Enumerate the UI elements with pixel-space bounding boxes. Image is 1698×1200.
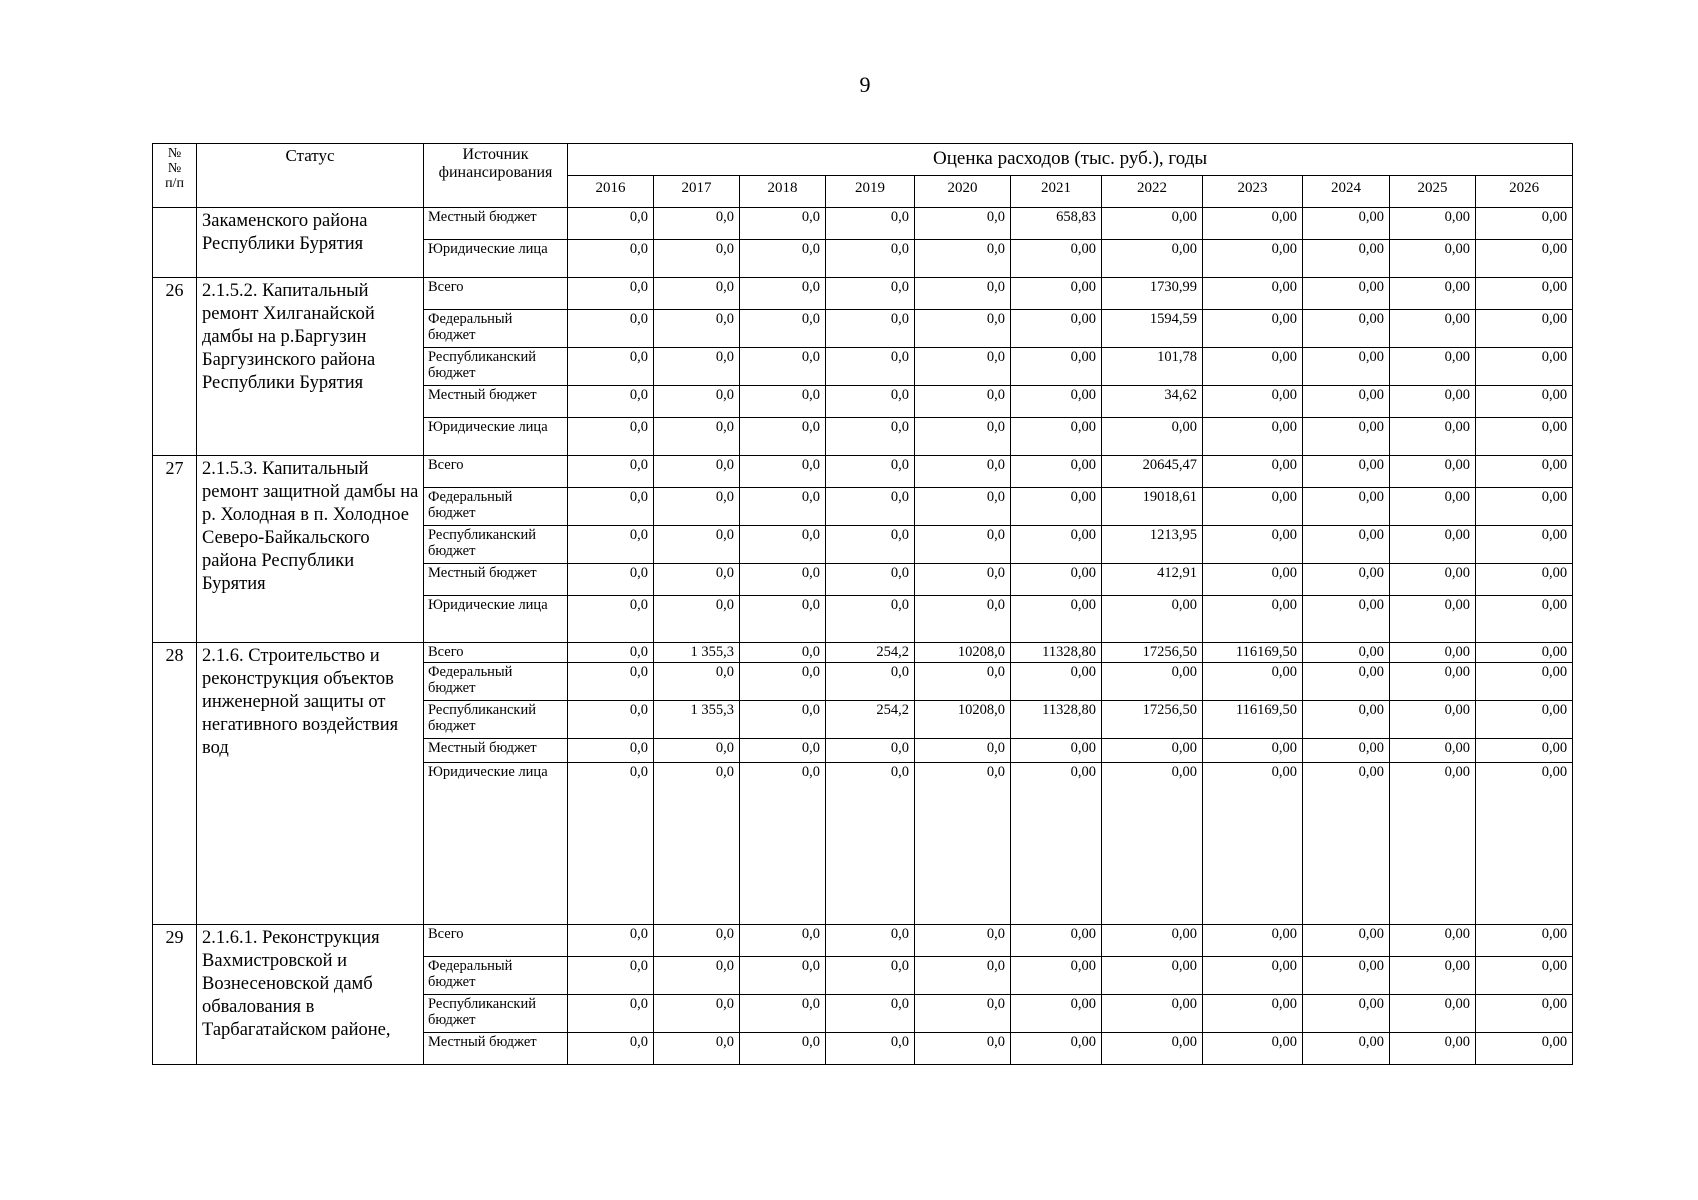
amount-cell: 0,0 (654, 386, 740, 418)
amount-cell: 0,0 (654, 1033, 740, 1065)
header-year: 2022 (1102, 176, 1203, 208)
amount-cell: 0,00 (1390, 643, 1476, 663)
amount-cell: 34,62 (1102, 386, 1203, 418)
amount-cell: 0,0 (826, 526, 915, 564)
amount-cell: 0,00 (1476, 386, 1573, 418)
amount-cell: 0,00 (1303, 596, 1390, 643)
amount-cell: 0,00 (1303, 208, 1390, 240)
amount-cell: 0,00 (1011, 348, 1102, 386)
amount-cell: 11328,80 (1011, 643, 1102, 663)
amount-cell: 0,0 (740, 278, 826, 310)
amount-cell: 0,0 (826, 739, 915, 763)
amount-cell: 0,0 (740, 208, 826, 240)
amount-cell: 0,0 (740, 643, 826, 663)
amount-cell: 0,00 (1203, 526, 1303, 564)
amount-cell: 0,00 (1390, 957, 1476, 995)
table-row (153, 278, 1573, 310)
amount-cell: 0,00 (1476, 925, 1573, 957)
amount-cell: 0,0 (915, 456, 1011, 488)
amount-cell: 0,0 (568, 957, 654, 995)
amount-cell: 0,00 (1011, 596, 1102, 643)
amount-cell: 0,00 (1476, 526, 1573, 564)
amount-cell: 0,0 (826, 663, 915, 701)
amount-cell: 0,00 (1303, 739, 1390, 763)
expense-table (152, 143, 1573, 1065)
amount-cell: 0,00 (1102, 1033, 1203, 1065)
amount-cell: 0,00 (1303, 240, 1390, 278)
table-header (153, 144, 1573, 208)
table-row (153, 208, 1573, 240)
amount-cell: 0,0 (654, 418, 740, 456)
amount-cell: 0,00 (1476, 763, 1573, 925)
amount-cell: 0,0 (654, 310, 740, 348)
amount-cell: 0,0 (568, 925, 654, 957)
amount-cell: 0,00 (1011, 564, 1102, 596)
header-year: 2016 (568, 176, 654, 208)
amount-cell: 0,00 (1102, 240, 1203, 278)
amount-cell: 0,0 (740, 957, 826, 995)
amount-cell: 0,00 (1203, 564, 1303, 596)
amount-cell: 0,00 (1303, 526, 1390, 564)
amount-cell: 0,0 (915, 1033, 1011, 1065)
amount-cell: 0,00 (1476, 663, 1573, 701)
amount-cell: 0,00 (1102, 763, 1203, 925)
amount-cell: 0,0 (654, 957, 740, 995)
amount-cell: 658,83 (1011, 208, 1102, 240)
funding-source-cell: Местный бюджет (424, 208, 568, 240)
amount-cell: 0,00 (1203, 925, 1303, 957)
amount-cell: 0,0 (654, 488, 740, 526)
amount-cell: 0,0 (568, 456, 654, 488)
table-row (153, 456, 1573, 488)
amount-cell: 0,00 (1390, 925, 1476, 957)
header-year: 2025 (1390, 176, 1476, 208)
amount-cell: 0,0 (826, 925, 915, 957)
amount-cell: 254,2 (826, 643, 915, 663)
amount-cell: 0,00 (1303, 643, 1390, 663)
amount-cell: 0,0 (568, 310, 654, 348)
amount-cell: 0,00 (1303, 663, 1390, 701)
amount-cell: 0,0 (740, 348, 826, 386)
amount-cell: 0,0 (740, 418, 826, 456)
amount-cell: 0,00 (1102, 663, 1203, 701)
row-number (153, 208, 197, 278)
amount-cell: 412,91 (1102, 564, 1203, 596)
funding-source-cell: Юридические лица (424, 240, 568, 278)
amount-cell: 0,0 (826, 310, 915, 348)
amount-cell: 1 355,3 (654, 701, 740, 739)
amount-cell: 0,00 (1476, 456, 1573, 488)
amount-cell: 0,00 (1203, 348, 1303, 386)
amount-cell: 1594,59 (1102, 310, 1203, 348)
amount-cell: 0,0 (826, 1033, 915, 1065)
amount-cell: 0,0 (654, 763, 740, 925)
header-year: 2024 (1303, 176, 1390, 208)
amount-cell: 0,0 (568, 208, 654, 240)
funding-source-cell: Федеральный бюджет (424, 957, 568, 995)
amount-cell: 0,00 (1390, 701, 1476, 739)
amount-cell: 0,0 (826, 456, 915, 488)
status-cell: 2.1.6.1. Реконструкция Вахмистровской и Вознесеновской дамб обвалования в Тарбагатайском районе, (197, 925, 424, 1065)
status-cell: 2.1.5.2. Капитальный ремонт Хилганайской дамбы на р.Баргузин Баргузинского района Республики Бурятия (197, 278, 424, 456)
amount-cell: 0,0 (740, 526, 826, 564)
funding-source-cell: Всего (424, 925, 568, 957)
amount-cell: 0,0 (826, 278, 915, 310)
amount-cell: 0,00 (1203, 739, 1303, 763)
amount-cell: 0,00 (1303, 386, 1390, 418)
amount-cell: 0,00 (1203, 456, 1303, 488)
amount-cell: 0,0 (568, 488, 654, 526)
amount-cell: 0,0 (568, 643, 654, 663)
amount-cell: 0,0 (915, 208, 1011, 240)
funding-source-cell: Всего (424, 643, 568, 663)
amount-cell: 0,0 (826, 240, 915, 278)
amount-cell: 0,0 (568, 763, 654, 925)
amount-cell: 0,00 (1203, 488, 1303, 526)
amount-cell: 0,0 (826, 763, 915, 925)
amount-cell: 0,0 (826, 386, 915, 418)
amount-cell: 0,0 (654, 526, 740, 564)
amount-cell: 0,0 (740, 763, 826, 925)
amount-cell: 0,00 (1203, 386, 1303, 418)
amount-cell: 0,00 (1011, 1033, 1102, 1065)
amount-cell: 0,0 (915, 526, 1011, 564)
amount-cell: 0,0 (915, 386, 1011, 418)
amount-cell: 0,00 (1476, 310, 1573, 348)
amount-cell: 0,0 (915, 957, 1011, 995)
header-costs: Оценка расходов (тыс. руб.), годы (568, 144, 1573, 176)
amount-cell: 0,00 (1303, 348, 1390, 386)
table-row (153, 643, 1573, 663)
amount-cell: 0,00 (1011, 763, 1102, 925)
amount-cell: 0,00 (1303, 957, 1390, 995)
amount-cell: 0,00 (1390, 739, 1476, 763)
amount-cell: 0,00 (1390, 348, 1476, 386)
amount-cell: 0,00 (1476, 739, 1573, 763)
amount-cell: 0,00 (1476, 208, 1573, 240)
funding-source-cell: Республиканский бюджет (424, 701, 568, 739)
amount-cell: 0,0 (740, 663, 826, 701)
amount-cell: 0,00 (1303, 456, 1390, 488)
amount-cell: 0,0 (826, 995, 915, 1033)
amount-cell: 0,0 (740, 488, 826, 526)
amount-cell: 0,0 (915, 596, 1011, 643)
header-year: 2023 (1203, 176, 1303, 208)
amount-cell: 0,00 (1303, 1033, 1390, 1065)
amount-cell: 0,00 (1011, 240, 1102, 278)
amount-cell: 0,0 (915, 488, 1011, 526)
amount-cell: 0,00 (1303, 310, 1390, 348)
amount-cell: 0,00 (1303, 701, 1390, 739)
amount-cell: 0,00 (1102, 418, 1203, 456)
amount-cell: 0,00 (1476, 701, 1573, 739)
amount-cell: 116169,50 (1203, 643, 1303, 663)
funding-source-cell: Республиканский бюджет (424, 995, 568, 1033)
amount-cell: 0,00 (1203, 596, 1303, 643)
amount-cell: 0,00 (1011, 526, 1102, 564)
amount-cell: 0,00 (1011, 386, 1102, 418)
amount-cell: 19018,61 (1102, 488, 1203, 526)
amount-cell: 0,0 (915, 995, 1011, 1033)
amount-cell: 1213,95 (1102, 526, 1203, 564)
amount-cell: 0,0 (568, 739, 654, 763)
funding-source-cell: Всего (424, 456, 568, 488)
amount-cell: 0,0 (568, 596, 654, 643)
amount-cell: 0,00 (1203, 278, 1303, 310)
page-number: 9 (859, 72, 871, 97)
funding-source-cell: Юридические лица (424, 763, 568, 925)
header-status: Статус (197, 144, 424, 208)
funding-source-cell: Местный бюджет (424, 739, 568, 763)
amount-cell: 0,00 (1011, 456, 1102, 488)
amount-cell: 0,00 (1390, 456, 1476, 488)
amount-cell: 0,0 (826, 488, 915, 526)
funding-source-cell: Юридические лица (424, 418, 568, 456)
amount-cell: 0,00 (1390, 1033, 1476, 1065)
amount-cell: 0,00 (1203, 208, 1303, 240)
amount-cell: 0,00 (1476, 957, 1573, 995)
amount-cell: 1730,99 (1102, 278, 1203, 310)
row-number: 26 (153, 278, 197, 456)
funding-source-cell: Местный бюджет (424, 564, 568, 596)
amount-cell: 0,0 (915, 278, 1011, 310)
funding-source-cell: Республиканский бюджет (424, 526, 568, 564)
amount-cell: 0,00 (1203, 957, 1303, 995)
amount-cell: 0,0 (654, 240, 740, 278)
amount-cell: 0,00 (1303, 564, 1390, 596)
amount-cell: 10208,0 (915, 643, 1011, 663)
amount-cell: 0,00 (1476, 1033, 1573, 1065)
amount-cell: 0,00 (1102, 208, 1203, 240)
amount-cell: 0,00 (1011, 739, 1102, 763)
amount-cell: 116169,50 (1203, 701, 1303, 739)
funding-source-cell: Федеральный бюджет (424, 663, 568, 701)
amount-cell: 0,0 (568, 526, 654, 564)
amount-cell: 0,00 (1390, 488, 1476, 526)
amount-cell: 0,00 (1011, 663, 1102, 701)
amount-cell: 0,00 (1476, 278, 1573, 310)
amount-cell: 101,78 (1102, 348, 1203, 386)
header-year: 2021 (1011, 176, 1102, 208)
header-year: 2020 (915, 176, 1011, 208)
amount-cell: 0,00 (1203, 763, 1303, 925)
amount-cell: 0,00 (1476, 643, 1573, 663)
amount-cell: 0,0 (915, 310, 1011, 348)
amount-cell: 0,0 (654, 348, 740, 386)
amount-cell: 0,00 (1390, 995, 1476, 1033)
amount-cell: 0,00 (1390, 564, 1476, 596)
amount-cell: 0,0 (915, 418, 1011, 456)
amount-cell: 0,00 (1476, 418, 1573, 456)
funding-source-cell: Всего (424, 278, 568, 310)
status-cell: Закаменского района Республики Бурятия (197, 208, 424, 278)
amount-cell: 0,0 (654, 278, 740, 310)
amount-cell: 0,0 (915, 240, 1011, 278)
amount-cell: 0,0 (568, 564, 654, 596)
amount-cell: 0,0 (568, 240, 654, 278)
header-year: 2019 (826, 176, 915, 208)
amount-cell: 0,0 (740, 739, 826, 763)
funding-source-cell: Федеральный бюджет (424, 488, 568, 526)
amount-cell: 0,0 (568, 278, 654, 310)
amount-cell: 0,0 (568, 386, 654, 418)
amount-cell: 0,0 (654, 208, 740, 240)
amount-cell: 0,0 (654, 596, 740, 643)
amount-cell: 0,0 (740, 240, 826, 278)
amount-cell: 0,00 (1476, 488, 1573, 526)
amount-cell: 0,00 (1102, 957, 1203, 995)
amount-cell: 0,0 (568, 663, 654, 701)
amount-cell: 0,00 (1011, 957, 1102, 995)
amount-cell: 0,0 (740, 925, 826, 957)
amount-cell: 0,00 (1476, 995, 1573, 1033)
amount-cell: 0,00 (1011, 925, 1102, 957)
amount-cell: 0,00 (1102, 925, 1203, 957)
amount-cell: 0,0 (826, 957, 915, 995)
amount-cell: 0,0 (740, 564, 826, 596)
funding-source-cell: Юридические лица (424, 596, 568, 643)
amount-cell: 0,0 (915, 348, 1011, 386)
funding-source-cell: Местный бюджет (424, 386, 568, 418)
amount-cell: 0,00 (1390, 763, 1476, 925)
amount-cell: 0,0 (740, 596, 826, 643)
table-row (153, 925, 1573, 957)
amount-cell: 0,0 (654, 564, 740, 596)
amount-cell: 0,00 (1203, 663, 1303, 701)
amount-cell: 0,0 (568, 1033, 654, 1065)
amount-cell: 0,0 (915, 564, 1011, 596)
amount-cell: 0,00 (1203, 418, 1303, 456)
amount-cell: 0,0 (740, 456, 826, 488)
header-year: 2017 (654, 176, 740, 208)
amount-cell: 0,00 (1303, 995, 1390, 1033)
amount-cell: 0,0 (654, 663, 740, 701)
amount-cell: 0,0 (826, 564, 915, 596)
amount-cell: 0,00 (1203, 310, 1303, 348)
row-number: 28 (153, 643, 197, 925)
amount-cell: 0,00 (1303, 278, 1390, 310)
amount-cell: 0,00 (1390, 208, 1476, 240)
amount-cell: 0,00 (1203, 1033, 1303, 1065)
amount-cell: 0,00 (1303, 488, 1390, 526)
amount-cell: 0,0 (740, 995, 826, 1033)
amount-cell: 0,0 (654, 995, 740, 1033)
amount-cell: 0,00 (1203, 240, 1303, 278)
amount-cell: 0,00 (1011, 310, 1102, 348)
amount-cell: 0,00 (1390, 526, 1476, 564)
amount-cell: 0,00 (1476, 596, 1573, 643)
amount-cell: 0,0 (915, 925, 1011, 957)
amount-cell: 0,0 (568, 418, 654, 456)
amount-cell: 0,00 (1303, 763, 1390, 925)
amount-cell: 0,0 (915, 763, 1011, 925)
status-cell: 2.1.5.3. Капитальный ремонт защитной дамбы на р. Холодная в п. Холодное Северо-Байкальского района Республики Бурятия (197, 456, 424, 643)
amount-cell: 1 355,3 (654, 643, 740, 663)
amount-cell: 0,0 (740, 310, 826, 348)
amount-cell: 0,0 (826, 418, 915, 456)
amount-cell: 0,00 (1011, 488, 1102, 526)
amount-cell: 0,0 (654, 456, 740, 488)
header-number-label: № № п/п (165, 146, 184, 191)
amount-cell: 0,00 (1303, 418, 1390, 456)
amount-cell: 0,00 (1303, 925, 1390, 957)
amount-cell: 0,00 (1390, 596, 1476, 643)
amount-cell: 0,00 (1390, 386, 1476, 418)
row-number: 27 (153, 456, 197, 643)
amount-cell: 0,00 (1203, 995, 1303, 1033)
amount-cell: 0,0 (654, 739, 740, 763)
amount-cell: 0,0 (568, 995, 654, 1033)
amount-cell: 0,00 (1390, 418, 1476, 456)
amount-cell: 0,0 (568, 348, 654, 386)
amount-cell: 0,0 (826, 208, 915, 240)
amount-cell: 0,00 (1102, 739, 1203, 763)
amount-cell: 17256,50 (1102, 643, 1203, 663)
amount-cell: 0,00 (1011, 278, 1102, 310)
amount-cell: 0,00 (1102, 596, 1203, 643)
amount-cell: 11328,80 (1011, 701, 1102, 739)
row-number: 29 (153, 925, 197, 1065)
amount-cell: 0,00 (1476, 348, 1573, 386)
amount-cell: 0,0 (654, 925, 740, 957)
amount-cell: 0,00 (1476, 564, 1573, 596)
funding-source-cell: Республиканский бюджет (424, 348, 568, 386)
amount-cell: 0,0 (826, 348, 915, 386)
table-body (153, 208, 1573, 1065)
amount-cell: 0,00 (1476, 240, 1573, 278)
status-cell: 2.1.6. Строительство и реконструкция объектов инженерной защиты от негативного воздействия вод (197, 643, 424, 925)
amount-cell: 0,0 (826, 596, 915, 643)
amount-cell: 0,00 (1390, 240, 1476, 278)
amount-cell: 10208,0 (915, 701, 1011, 739)
amount-cell: 0,00 (1011, 995, 1102, 1033)
funding-source-cell: Местный бюджет (424, 1033, 568, 1065)
amount-cell: 0,0 (740, 701, 826, 739)
amount-cell: 254,2 (826, 701, 915, 739)
amount-cell: 0,00 (1390, 278, 1476, 310)
amount-cell: 0,0 (915, 663, 1011, 701)
header-year: 2026 (1476, 176, 1573, 208)
amount-cell: 0,0 (568, 701, 654, 739)
amount-cell: 20645,47 (1102, 456, 1203, 488)
amount-cell: 0,0 (915, 739, 1011, 763)
amount-cell: 0,00 (1390, 310, 1476, 348)
header-source: Источник финансирования (424, 144, 568, 208)
header-number (153, 144, 197, 208)
amount-cell: 0,00 (1390, 663, 1476, 701)
amount-cell: 0,00 (1102, 995, 1203, 1033)
amount-cell: 17256,50 (1102, 701, 1203, 739)
amount-cell: 0,0 (740, 1033, 826, 1065)
funding-source-cell: Федеральный бюджет (424, 310, 568, 348)
header-year: 2018 (740, 176, 826, 208)
amount-cell: 0,0 (740, 386, 826, 418)
amount-cell: 0,00 (1011, 418, 1102, 456)
